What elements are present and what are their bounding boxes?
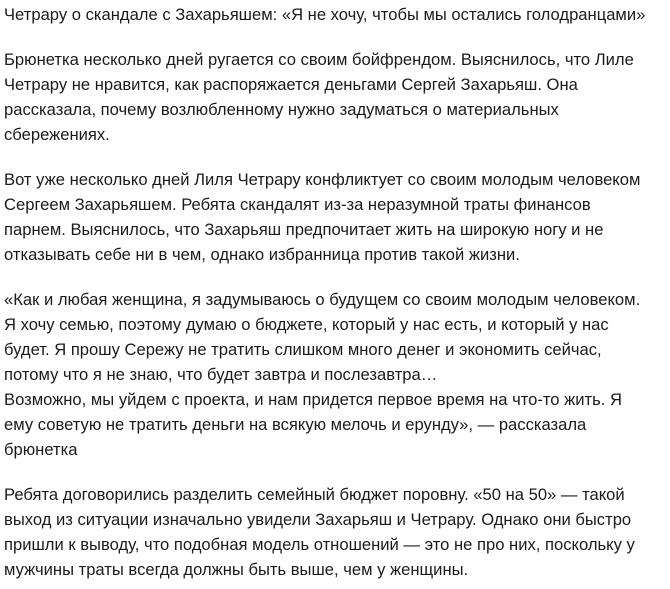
paragraph-line: отказывать себе ни в чем, однако избранница против такой жизни. [4,245,520,264]
paragraph-line: Возможно, мы уйдем с проекта, и нам придется первое время на что-то жить. Я [4,390,622,409]
article-paragraph-2 [4,167,666,267]
paragraph-line: брюнетка [4,440,78,459]
paragraph-line: выход из ситуации изначально увидели Захарьяш и Четрару. Однако они быстро [4,510,632,529]
paragraph-line: Брюнетка несколько дней ругается со своим бойфрендом. Выяснилось, что Лиле [4,50,634,69]
paragraph-line: потому что я не знаю, что будет завтра и послезавтра… [4,365,438,384]
article-quote-paragraph [4,287,666,462]
paragraph-line: Сергеем Захарьяшем. Ребята скандалят из-за неразумной траты финансов [4,195,591,214]
paragraph-line: Четрару не нравится, как распоряжается деньгами Сергей Захарьяш. Она [4,75,578,94]
paragraph-line: рассказала, почему возлюбленному нужно задуматься о материальных [4,100,559,119]
paragraph-line: Ребята договорились разделить семейный бюджет поровну. «50 на 50» — такой [4,485,625,504]
paragraph-line: сбережениях. [4,125,110,144]
paragraph-line: Я хочу семью, поэтому думаю о бюджете, который у нас есть, и который у нас [4,315,609,334]
article-headline: Четрару о скандале с Захарьяшем: «Я не хочу, чтобы мы остались голодранцами» [4,5,646,24]
paragraph-line: парнем. Выяснилось, что Захарьяш предпочитает жить на широкую ногу и не [4,220,604,239]
article-paragraph-1 [4,47,666,147]
paragraph-line: будет. Я прошу Сережу не тратить слишком много денег и экономить сейчас, [4,340,602,359]
paragraph-line: ему советую не тратить деньги на всякую мелочь и ерунду», — рассказала [4,415,587,434]
article-paragraph-4 [4,482,666,582]
paragraph-line: Вот уже несколько дней Лиля Четрару конфликтует со своим молодым человеком [4,170,641,189]
paragraph-line: «Как и любая женщина, я задумываюсь о будущем со своим молодым человеком. [4,290,641,309]
paragraph-line: мужчины траты всегда должны быть выше, чем у женщины. [4,560,469,579]
paragraph-line: пришли к выводу, что подобная модель отношений — это не про них, поскольку у [4,535,635,554]
